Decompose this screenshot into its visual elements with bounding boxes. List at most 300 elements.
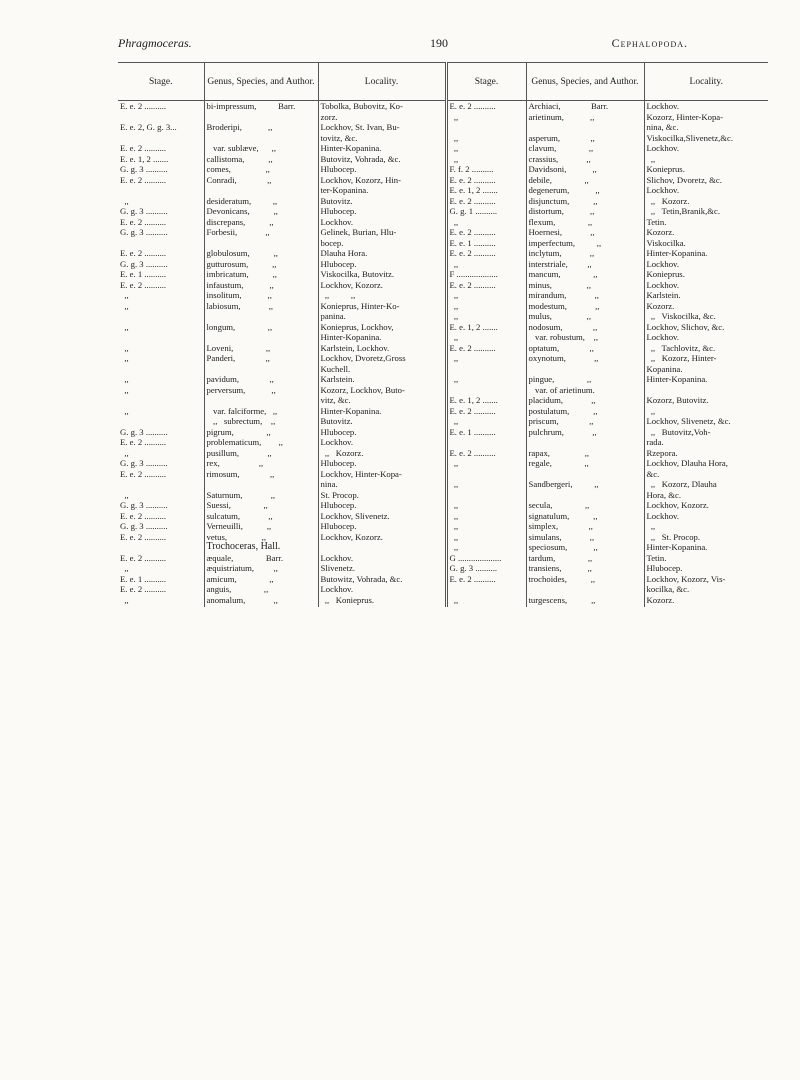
cell-locality: Konieprus, Hinter-Ko- bbox=[318, 301, 446, 312]
cell-locality: Lockhov, Kozorz. bbox=[318, 532, 446, 543]
cell-species: bi-impressum, Barr. bbox=[204, 101, 318, 112]
cell-stage: E. e. 2 .......... bbox=[120, 101, 167, 111]
cell-stage: G. g. 3 .......... bbox=[446, 563, 526, 574]
cell-locality: Butovitz. bbox=[318, 416, 446, 427]
cell-species bbox=[204, 332, 318, 343]
cell-species: imbricatum, ,, bbox=[204, 269, 318, 280]
table-row bbox=[118, 290, 768, 301]
table-row bbox=[118, 227, 768, 238]
cell-stage: ,, bbox=[446, 374, 526, 385]
cell-stage: ,, bbox=[446, 112, 526, 123]
cell-species bbox=[204, 479, 318, 490]
cell-stage: G. g. 3 .......... bbox=[120, 500, 168, 510]
cell-species: simplex, ,, bbox=[526, 521, 644, 532]
cell-stage: E. e. 2 .......... bbox=[120, 584, 167, 594]
table-row bbox=[118, 385, 768, 396]
cell-species: Archiaci, Barr. bbox=[526, 101, 644, 112]
cell-stage: G. g. 3 .......... bbox=[120, 206, 168, 216]
column-header-stage: Stage. bbox=[446, 63, 526, 101]
table-row bbox=[118, 374, 768, 385]
cell-locality: Lockhov. bbox=[318, 437, 446, 448]
cell-locality: Viskocilka,Slivenetz,&c. bbox=[644, 133, 768, 144]
cell-species: Sandbergeri, ,, bbox=[526, 479, 644, 490]
table-row bbox=[118, 164, 768, 175]
cell-stage: E. e. 2 .......... bbox=[120, 279, 167, 290]
cell-locality: Hinter-Kopanina. bbox=[318, 332, 446, 343]
cell-stage: E. e. 1 .......... bbox=[120, 269, 167, 279]
cell-stage bbox=[446, 385, 526, 396]
cell-species: Forbesii, ,, bbox=[204, 227, 318, 238]
cell-species: modestum, ,, bbox=[526, 301, 644, 312]
cell-stage: ,, bbox=[446, 143, 526, 154]
cell-species: sulcatum, ,, bbox=[204, 511, 318, 522]
cell-stage: ,, bbox=[120, 489, 129, 500]
cell-species: pusillum, ,, bbox=[204, 448, 318, 459]
cell-stage: ,, bbox=[446, 416, 526, 427]
cell-species: inclytum, ,, bbox=[526, 248, 644, 259]
cell-species: gutturosum, ,, bbox=[204, 259, 318, 270]
cell-stage: E. e. 1 .......... bbox=[120, 573, 167, 584]
cell-stage: E. e. 2 .......... bbox=[446, 406, 526, 417]
table-row bbox=[118, 185, 768, 196]
cell-locality: Hlubocep. bbox=[318, 164, 446, 175]
cell-species: optatum, ,, bbox=[526, 343, 644, 354]
cell-locality: Slichov, Dvoretz, &c. bbox=[644, 175, 768, 186]
cell-species: rex, ,, bbox=[204, 458, 318, 469]
cell-stage: E. e. 2 .......... bbox=[446, 175, 526, 186]
cell-locality: Lockhov. bbox=[644, 185, 768, 196]
cell-species: Davidsoni, ,, bbox=[526, 164, 644, 175]
cell-locality: Lockhov, Kozorz. bbox=[644, 500, 768, 511]
cell-locality: Kopanina. bbox=[644, 364, 768, 375]
cell-species: asperum, ,, bbox=[526, 133, 644, 144]
table-row bbox=[118, 511, 768, 522]
cell-stage: ,, bbox=[446, 479, 526, 490]
table-row bbox=[118, 196, 768, 207]
cell-locality: Hinter-Kopanina. bbox=[644, 248, 768, 259]
cell-stage: E. e. 2 .......... bbox=[120, 510, 167, 521]
cell-species bbox=[204, 364, 318, 375]
cell-stage bbox=[446, 490, 526, 501]
cell-locality: ,, Kozorz. bbox=[318, 448, 446, 459]
cell-species: comes, ,, bbox=[204, 164, 318, 175]
cell-stage: G. g. 3 .......... bbox=[120, 227, 168, 237]
cell-stage bbox=[118, 238, 204, 249]
cell-species: var. of arietinum. bbox=[526, 385, 644, 396]
cell-species: discrepans, ,, bbox=[204, 217, 318, 228]
cell-stage: G. g. 3 .......... bbox=[120, 258, 168, 269]
cell-stage: E. e. 2 .......... bbox=[446, 227, 526, 238]
cell-stage: E. e. 2 .......... bbox=[446, 248, 526, 259]
cell-species: disjunctum, ,, bbox=[526, 196, 644, 207]
column-header-genus: Genus, Species, and Author. bbox=[204, 63, 318, 101]
cell-locality: Kozorz, Butovitz. bbox=[644, 395, 768, 406]
cell-stage: E. e. 2 .......... bbox=[446, 196, 526, 207]
cell-locality: ,, ,, bbox=[318, 290, 446, 301]
cell-stage bbox=[118, 395, 204, 406]
cell-locality: Lockhov, St. Ivan, Bu- bbox=[318, 122, 446, 133]
cell-stage: E. e. 2 .......... bbox=[120, 437, 167, 447]
cell-locality: ter-Kopanina. bbox=[318, 185, 446, 196]
cell-stage: E. e. 1 .......... bbox=[446, 427, 526, 438]
table-row bbox=[118, 416, 768, 427]
cell-species: priscum, ,, bbox=[526, 416, 644, 427]
cell-locality: Tetin. bbox=[644, 217, 768, 228]
table-row bbox=[118, 301, 768, 312]
cell-stage: ,, bbox=[446, 217, 526, 228]
cell-species: flexum, ,, bbox=[526, 217, 644, 228]
cell-stage: ,, bbox=[446, 595, 526, 608]
cell-stage: ,, bbox=[446, 154, 526, 165]
table-row bbox=[118, 322, 768, 333]
cell-locality: ,, St. Procop. bbox=[644, 532, 768, 543]
cell-locality: Lockhov. bbox=[318, 217, 446, 228]
cell-stage: E. e. 2 .......... bbox=[446, 280, 526, 291]
column-header-locality: Locality. bbox=[318, 63, 446, 101]
cell-stage bbox=[118, 332, 204, 343]
table-row bbox=[118, 280, 768, 291]
table-row bbox=[118, 542, 768, 553]
table-row bbox=[118, 143, 768, 154]
cell-stage: ,, bbox=[120, 384, 129, 395]
table-row bbox=[118, 437, 768, 448]
table-row bbox=[118, 395, 768, 406]
cell-locality: Lockhov. bbox=[318, 553, 446, 564]
cell-locality: Hinter-Kopanina. bbox=[318, 406, 446, 417]
cell-locality: Kozorz. bbox=[644, 301, 768, 312]
cell-locality: ,, bbox=[644, 521, 768, 532]
cell-species: longum, ,, bbox=[204, 322, 318, 333]
cell-stage bbox=[118, 416, 204, 427]
cell-species: Conradi, ,, bbox=[204, 175, 318, 186]
cell-stage: E. e. 2 .......... bbox=[446, 574, 526, 585]
cell-species: secula, ,, bbox=[526, 500, 644, 511]
cell-stage: G. g. 3 .......... bbox=[120, 164, 168, 174]
table-row bbox=[118, 332, 768, 343]
cell-locality: Hlubocep. bbox=[318, 521, 446, 532]
table-row bbox=[118, 406, 768, 417]
cell-stage bbox=[446, 122, 526, 133]
cell-species bbox=[204, 185, 318, 196]
cell-species: regale, ,, bbox=[526, 458, 644, 469]
cell-locality: &c. bbox=[644, 469, 768, 480]
cell-locality: ,, bbox=[644, 154, 768, 165]
page-header bbox=[118, 36, 688, 52]
cell-stage: F ................... bbox=[446, 269, 526, 280]
cell-species: Suessi, ,, bbox=[204, 500, 318, 511]
cell-locality: Hinter-Kopanina. bbox=[644, 542, 768, 553]
cell-species: clavum, ,, bbox=[526, 143, 644, 154]
cell-species bbox=[526, 490, 644, 501]
cell-stage: ,, bbox=[446, 500, 526, 511]
table-row bbox=[118, 238, 768, 249]
table-row bbox=[118, 490, 768, 501]
cell-locality: nina. bbox=[318, 479, 446, 490]
cell-species: labiosum, ,, bbox=[204, 301, 318, 312]
cell-locality: Rzepora. bbox=[644, 448, 768, 459]
cell-locality: Hlubocep. bbox=[644, 563, 768, 574]
cell-species: anguis, ,, bbox=[204, 584, 318, 595]
cell-species: Broderipi, ,, bbox=[204, 122, 318, 133]
table-row bbox=[118, 584, 768, 595]
cell-stage: E. e. 2 .......... bbox=[446, 343, 526, 354]
cell-species bbox=[526, 364, 644, 375]
cell-species: tardum, ,, bbox=[526, 553, 644, 564]
cell-stage: G. g. 3 .......... bbox=[120, 426, 168, 437]
table-row bbox=[118, 353, 768, 364]
table-row bbox=[118, 154, 768, 165]
cell-species bbox=[204, 133, 318, 144]
cell-locality: Lockhov, Slivenetz. bbox=[318, 511, 446, 522]
cell-stage: G. g. 3 .......... bbox=[120, 458, 168, 468]
cell-locality: Lockhov, Kozorz, Hin- bbox=[318, 175, 446, 186]
cell-species: imperfectum, ,, bbox=[526, 238, 644, 249]
cell-species: Trochoceras, Hall. bbox=[204, 542, 318, 553]
cell-locality: ,, Tachlovitz, &c. bbox=[644, 343, 768, 354]
cell-stage: ,, bbox=[446, 290, 526, 301]
cell-stage bbox=[118, 112, 204, 123]
table-row bbox=[118, 259, 768, 270]
cell-species bbox=[526, 584, 644, 595]
cell-species: insolitum, ,, bbox=[204, 290, 318, 301]
cell-species: infaustum, ,, bbox=[204, 280, 318, 291]
cell-species: interstriale, ,, bbox=[526, 259, 644, 270]
cell-species bbox=[526, 469, 644, 480]
table-row bbox=[118, 206, 768, 217]
cell-locality: Karlstein. bbox=[318, 374, 446, 385]
cell-locality: tovitz, &c. bbox=[318, 133, 446, 144]
cell-species: vetus, ,, bbox=[204, 532, 318, 543]
cell-species: degenerum, ,, bbox=[526, 185, 644, 196]
cell-locality: Tobolka, Bubovitz, Ko- bbox=[318, 101, 446, 112]
cell-species: Verneuilli, ,, bbox=[204, 521, 318, 532]
cell-species: mulus, ,, bbox=[526, 311, 644, 322]
cell-stage: E. e. 2 .......... bbox=[120, 174, 167, 185]
cell-stage: G. g. 1 .......... bbox=[446, 206, 526, 217]
cell-stage: ,, bbox=[120, 405, 129, 416]
cell-locality: Lockhov. bbox=[644, 101, 768, 112]
cell-locality: ,, bbox=[644, 406, 768, 417]
cell-stage bbox=[118, 542, 204, 553]
cell-species: postulatum, ,, bbox=[526, 406, 644, 417]
cell-stage: ,, bbox=[120, 342, 129, 353]
cell-locality: St. Procop. bbox=[318, 490, 446, 501]
cell-locality: Kozorz, Lockhov, Buto- bbox=[318, 385, 446, 396]
cell-species: pavidum, ,, bbox=[204, 374, 318, 385]
table-header-row bbox=[118, 63, 768, 101]
cell-stage: E. e. 2 .......... bbox=[120, 552, 167, 563]
cell-locality: Hlubocep. bbox=[318, 259, 446, 270]
cell-locality: Lockhov, Dlauha Hora, bbox=[644, 458, 768, 469]
cell-locality: Lockhov. bbox=[644, 511, 768, 522]
cell-species: trochoides, ,, bbox=[526, 574, 644, 585]
cell-species: minus, ,, bbox=[526, 280, 644, 291]
table-row bbox=[118, 479, 768, 490]
cell-species: Panderi, ,, bbox=[204, 353, 318, 364]
cell-locality: Kozorz. bbox=[644, 227, 768, 238]
cell-stage: ,, bbox=[120, 353, 129, 363]
cell-species: desideratum, ,, bbox=[204, 196, 318, 207]
cell-species: æquale, Barr. bbox=[204, 553, 318, 564]
cell-species: rimosum, ,, bbox=[204, 469, 318, 480]
cell-locality: Viskocilka, Butovitz. bbox=[318, 269, 446, 280]
cell-stage: E. e. 2 .......... bbox=[446, 448, 526, 459]
cell-stage: ,, bbox=[446, 259, 526, 270]
cell-locality: Kozorz. bbox=[644, 595, 768, 608]
cell-species: Saturnum, ,, bbox=[204, 490, 318, 501]
cell-locality: Tetin. bbox=[644, 553, 768, 564]
cell-species: problematicum, ,, bbox=[204, 437, 318, 448]
cell-species: anomalum, ,, bbox=[204, 595, 318, 608]
cell-stage: ,, bbox=[446, 521, 526, 532]
cell-species: mirandum, ,, bbox=[526, 290, 644, 301]
cell-stage: ,, bbox=[120, 195, 129, 206]
cell-locality: vitz, &c. bbox=[318, 395, 446, 406]
cell-locality: Lockhov. bbox=[644, 143, 768, 154]
cell-stage: ,, bbox=[446, 532, 526, 543]
cell-locality: Butovitz. bbox=[318, 196, 446, 207]
cell-locality: Konieprus. bbox=[644, 164, 768, 175]
cell-locality: Kozorz, Hinter-Kopa- bbox=[644, 112, 768, 123]
table-row bbox=[118, 595, 768, 608]
table-row bbox=[118, 217, 768, 228]
cell-stage bbox=[118, 133, 204, 144]
cell-stage: E. e. 2 .......... bbox=[120, 248, 167, 258]
cell-locality: Hlubocep. bbox=[318, 206, 446, 217]
table-row bbox=[118, 500, 768, 511]
cell-locality: bocep. bbox=[318, 238, 446, 249]
cell-locality: Lockhov. bbox=[644, 332, 768, 343]
cell-species: globulosum, ,, bbox=[204, 248, 318, 259]
table-row bbox=[118, 553, 768, 564]
cell-locality: Lockhov, Slichov, &c. bbox=[644, 322, 768, 333]
cell-stage: E. e. 2 .......... bbox=[446, 101, 526, 112]
cell-locality: Hinter-Kopanina. bbox=[644, 374, 768, 385]
table-row bbox=[118, 311, 768, 322]
cell-stage: ,, bbox=[446, 311, 526, 322]
cell-stage bbox=[118, 364, 204, 375]
cell-locality: Hinter-Kopanina. bbox=[318, 143, 446, 154]
cell-locality: Gelinek, Burian, Hlu- bbox=[318, 227, 446, 238]
cell-species bbox=[526, 437, 644, 448]
cell-stage: ,, bbox=[446, 133, 526, 144]
cell-stage bbox=[118, 479, 204, 490]
cell-species bbox=[204, 395, 318, 406]
cell-species: crassius, ,, bbox=[526, 154, 644, 165]
table-row bbox=[118, 133, 768, 144]
cell-species: pulchrum, ,, bbox=[526, 427, 644, 438]
cell-locality: Konieprus, Lockhov, bbox=[318, 322, 446, 333]
cell-stage: ,, bbox=[120, 594, 129, 605]
cell-stage bbox=[446, 584, 526, 595]
cell-stage: ,, bbox=[120, 563, 129, 573]
cell-locality: ,, Kozorz. bbox=[644, 196, 768, 207]
cell-species: signatulum, ,, bbox=[526, 511, 644, 522]
cell-stage: ,, bbox=[120, 374, 129, 384]
cell-locality: ,, Konieprus. bbox=[318, 595, 446, 608]
cell-species bbox=[204, 311, 318, 322]
cell-locality bbox=[644, 385, 768, 396]
table-row bbox=[118, 112, 768, 123]
species-table bbox=[118, 62, 768, 607]
cell-locality: Lockhov, Kozorz. bbox=[318, 280, 446, 291]
cell-species: arietinum, ,, bbox=[526, 112, 644, 123]
cell-stage: E. e. 2 .......... bbox=[120, 531, 167, 542]
cell-locality: zorz. bbox=[318, 112, 446, 123]
cell-species bbox=[526, 122, 644, 133]
cell-stage: E. e. 1, 2 ....... bbox=[446, 185, 526, 196]
cell-locality: ,, Kozorz, Hinter- bbox=[644, 353, 768, 364]
cell-locality: Lockhov, Dvoretz,Gross bbox=[318, 353, 446, 364]
running-title-right: Cephalopoda. bbox=[611, 36, 688, 50]
cell-species: Devonicans, ,, bbox=[204, 206, 318, 217]
cell-species: speciosum, ,, bbox=[526, 542, 644, 553]
page-number: 190 bbox=[430, 36, 448, 50]
cell-locality: Hora, &c. bbox=[644, 490, 768, 501]
cell-stage: G. g. 3 .......... bbox=[120, 521, 168, 531]
column-header-locality: Locality. bbox=[644, 63, 768, 101]
cell-stage: E. e. 2 .......... bbox=[120, 216, 167, 227]
cell-species: pingue, ,, bbox=[526, 374, 644, 385]
cell-species: var. falciforme, ,, bbox=[204, 406, 318, 417]
cell-stage: E. e. 2 .......... bbox=[120, 468, 167, 479]
table-row bbox=[118, 469, 768, 480]
cell-locality: panina. bbox=[318, 311, 446, 322]
cell-locality: Dlauha Hora. bbox=[318, 248, 446, 259]
table-row bbox=[118, 269, 768, 280]
cell-locality: Viskocilka. bbox=[644, 238, 768, 249]
cell-stage: F. f. 2 .......... bbox=[446, 164, 526, 175]
running-title-left: Phragmoceras. bbox=[118, 36, 192, 50]
column-header-genus: Genus, Species, and Author. bbox=[526, 63, 644, 101]
cell-species: turgescens, ,, bbox=[526, 595, 644, 608]
table-row bbox=[118, 458, 768, 469]
cell-stage: E. e. 2 .......... bbox=[120, 143, 167, 153]
cell-locality: Karlstein, Lockhov. bbox=[318, 343, 446, 354]
cell-stage: ,, bbox=[446, 301, 526, 312]
cell-stage: E. e. 1, 2 ....... bbox=[446, 395, 526, 406]
cell-locality: ,, Tetin,Branik,&c. bbox=[644, 206, 768, 217]
cell-stage: ,, bbox=[120, 300, 129, 311]
cell-locality: Hlubocep. bbox=[318, 500, 446, 511]
cell-stage: E. e. 1 .......... bbox=[446, 238, 526, 249]
cell-species: var. robustum, ,, bbox=[526, 332, 644, 343]
cell-locality: Lockhov, Kozorz, Vis- bbox=[644, 574, 768, 585]
cell-stage: E. e. 1, 2 ....... bbox=[120, 153, 169, 164]
cell-stage: E. e. 1, 2 ....... bbox=[446, 322, 526, 333]
cell-locality: Lockhov. bbox=[318, 584, 446, 595]
table-row bbox=[118, 574, 768, 585]
cell-species: amicum, ,, bbox=[204, 574, 318, 585]
table-row bbox=[118, 248, 768, 259]
cell-stage: ,, bbox=[446, 511, 526, 522]
cell-stage: ,, bbox=[120, 321, 129, 332]
cell-species: var. sublæve, ,, bbox=[204, 143, 318, 154]
cell-stage: ,, bbox=[446, 542, 526, 553]
table-row bbox=[118, 364, 768, 375]
cell-species: nodosum, ,, bbox=[526, 322, 644, 333]
cell-stage: ,, bbox=[120, 447, 129, 458]
table-row bbox=[118, 532, 768, 543]
table-body bbox=[118, 101, 768, 608]
cell-locality bbox=[318, 542, 446, 553]
cell-species: æquistriatum, ,, bbox=[204, 563, 318, 574]
cell-stage bbox=[446, 364, 526, 375]
table-row bbox=[118, 521, 768, 532]
cell-stage: E. e. 2, G. g. 3... bbox=[120, 122, 177, 132]
table-row bbox=[118, 448, 768, 459]
cell-locality: rada. bbox=[644, 437, 768, 448]
